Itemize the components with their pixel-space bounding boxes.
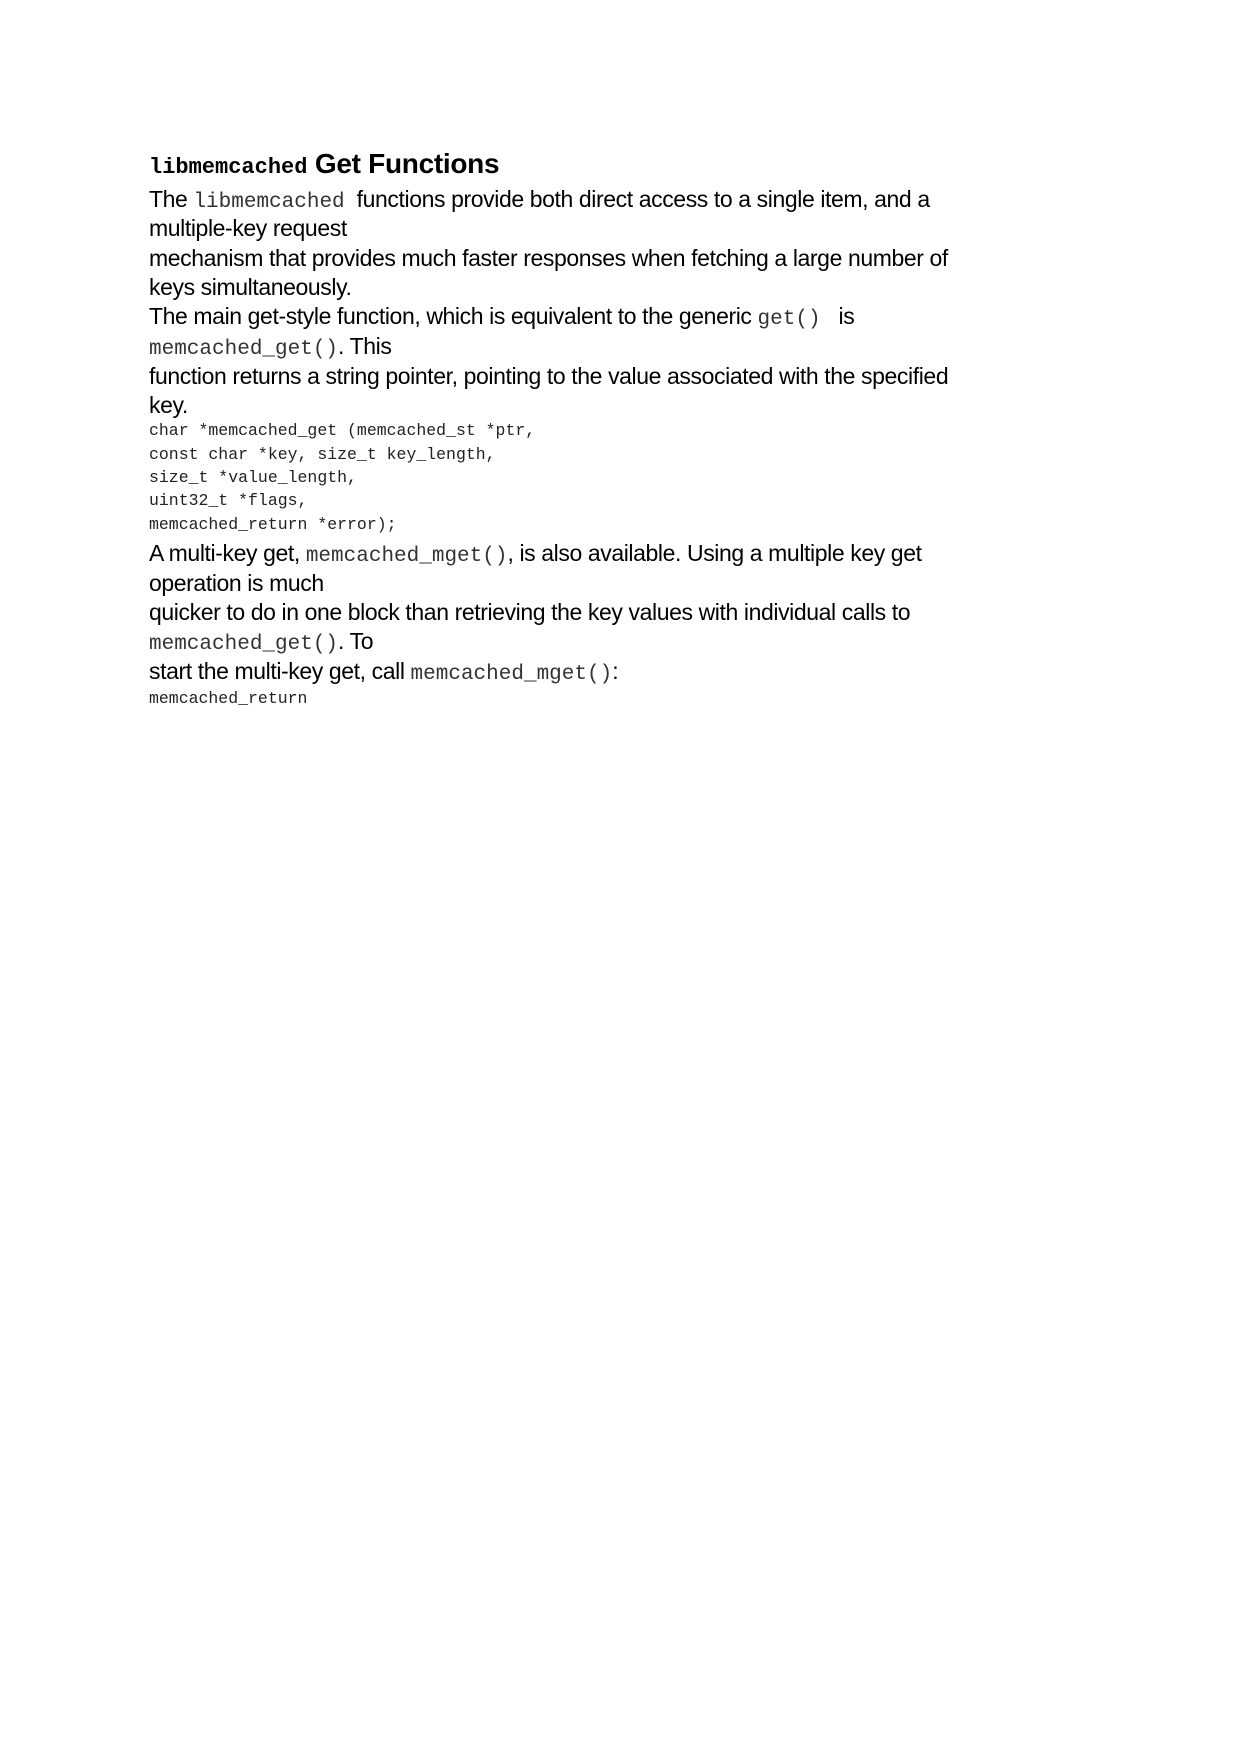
text: start the multi-key get, call <box>149 658 411 684</box>
paragraph-line: quicker to do in one block than retrieving the key values with individual calls to <box>149 599 911 625</box>
paragraph-line <box>149 332 391 364</box>
inline-code: memcached_mget() <box>410 663 613 686</box>
paragraph-line <box>149 539 922 571</box>
paragraph-line: function returns a string pointer, pointing to the value associated with the specified <box>149 363 949 389</box>
text: , is also available. Using a multiple key get <box>507 540 922 566</box>
code-line: memcached_return <box>149 689 308 708</box>
text: . This <box>338 333 392 359</box>
code-line: char *memcached_get (memcached_st *ptr, <box>149 421 536 440</box>
code-line: uint32_t *flags, <box>149 491 308 510</box>
inline-code: get() <box>757 308 821 331</box>
code-line: size_t *value_length, <box>149 468 357 487</box>
text: : <box>612 658 619 684</box>
paragraph-line: mechanism that provides much faster responses when fetching a large number of <box>149 245 948 271</box>
text: The <box>149 186 194 212</box>
inline-code: libmemcached <box>193 191 345 214</box>
code-line: const char *key, size_t key_length, <box>149 445 496 464</box>
paragraph-line: multiple-key request <box>149 215 347 241</box>
code-line: memcached_return *error); <box>149 515 397 534</box>
text: is <box>820 303 855 329</box>
paragraph-line: key. <box>149 392 188 418</box>
inline-code: memcached_get() <box>149 338 339 361</box>
paragraph-line: keys simultaneously. <box>149 274 352 300</box>
text: The main get-style function, which is equivalent to the generic <box>149 303 758 329</box>
paragraph-line <box>149 627 373 659</box>
section-heading <box>149 148 499 180</box>
heading-text: Get Functions <box>307 148 500 179</box>
paragraph-line <box>149 302 854 334</box>
inline-code: memcached_get() <box>149 633 339 656</box>
paragraph-line <box>149 185 930 217</box>
text: . To <box>338 628 374 654</box>
text: functions provide both direct access to a single item, and a <box>344 186 930 212</box>
text: A multi-key get, <box>149 540 306 566</box>
paragraph-line <box>149 657 618 689</box>
paragraph-line: operation is much <box>149 570 324 596</box>
heading-code: libmemcached <box>149 155 308 180</box>
inline-code: memcached_mget() <box>305 545 508 568</box>
